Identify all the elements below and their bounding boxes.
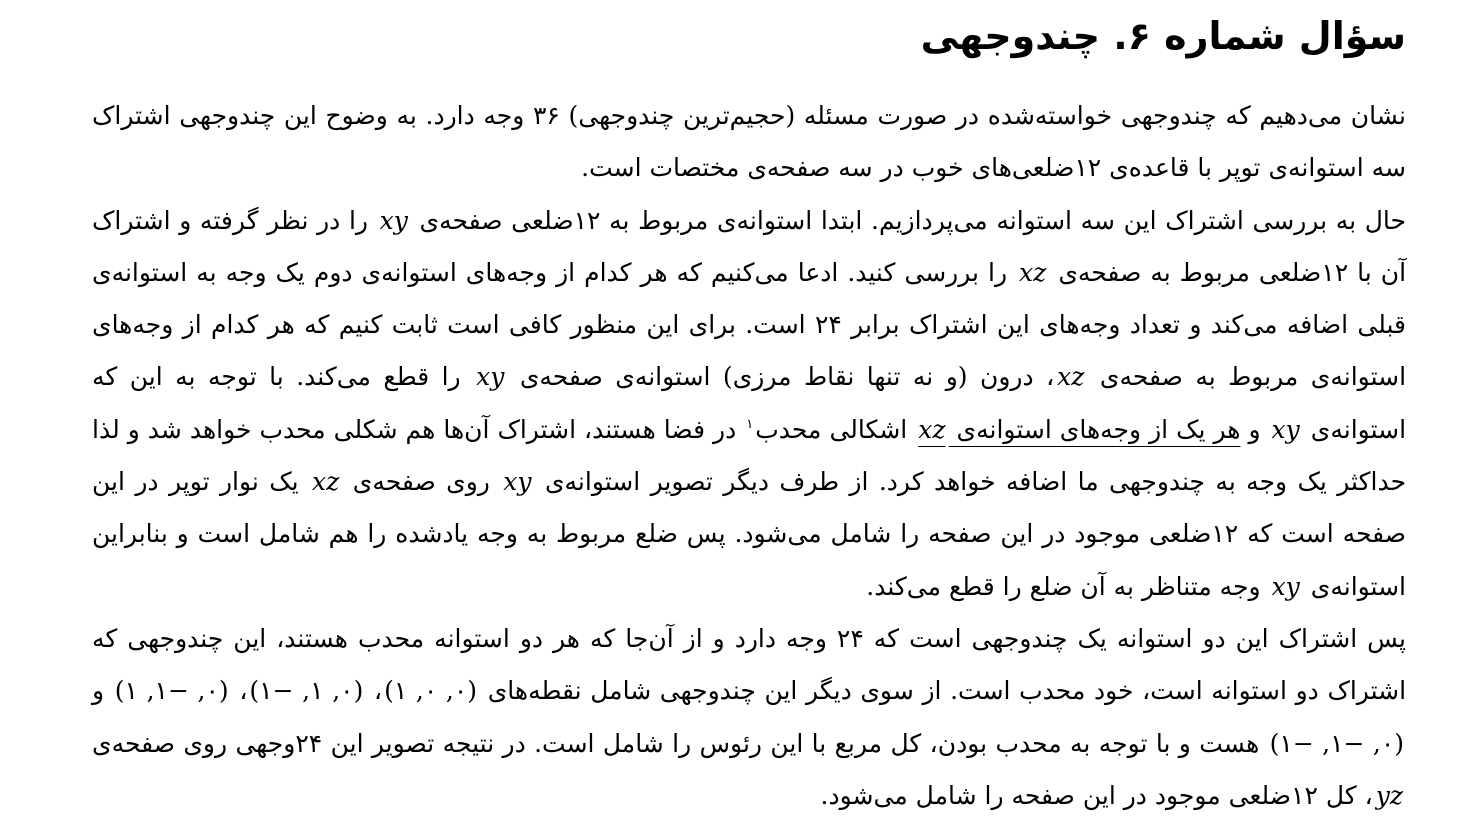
math-xz: xz <box>918 414 946 444</box>
underlined-text: هر یک از وجه‌های استوانه‌ی <box>956 414 1241 444</box>
math-point: (۱− ,۱ ,۰) <box>249 676 364 706</box>
math-point: (۱ ,۰ ,۰) <box>384 676 478 706</box>
document-body <box>92 90 1406 822</box>
p2-text-5: را قطع می‌کند. با توجه به این که استوانه‌ی <box>92 362 1407 444</box>
underlined-phrase <box>915 415 1240 444</box>
p2-text-7: اشکالی محدب <box>755 414 908 444</box>
p2-text-2: را در نظر گرفته و اشتراک آن با ۱۲ضلعی مربوط به صفحه‌ی <box>92 205 1407 287</box>
math-xy: xy <box>1271 571 1300 601</box>
p3-text-1: پس اشتراک این دو استوانه یک چندوجهی است که ۲۴ وجه دارد و از آن‌جا که هر دو استوانه محدب هستند، این چندوجهی که اشتراک دو استوانه است، خود محدب است. از سوی دیگر این چندوجهی شامل نقطه‌های <box>92 623 1407 706</box>
p3-text-4: و <box>92 676 105 706</box>
math-yz: yz <box>1375 780 1403 810</box>
p2-text-6: و <box>1248 414 1261 444</box>
p2-text-1: حال به بررسی اشتراک این سه استوانه می‌پردازیم. ابتدا استوانه‌ی مربوط به ۱۲ضلعی صفحه‌ی <box>419 205 1406 235</box>
p3-text-3: ، <box>239 676 248 706</box>
math-point: (۱ ,۱− ,۰) <box>114 676 229 706</box>
p2-text-4: ، درون (و نه تنها نقاط مرزی) استوانه‌ی صفحه‌ی <box>519 362 1055 392</box>
p2-text-9: روی صفحه‌ی <box>352 467 490 497</box>
p2-text-10: یک نوار توپر در این صفحه است که ۱۲ضلعی موجود در این صفحه را شامل می‌شود. پس ضلع مربوط به وجه یادشده را هم شامل است و بنابراین استوانه‌ی <box>92 467 1406 601</box>
document-page <box>92 0 1406 829</box>
p3-text-5: هست و با توجه به محدب بودن، کل مربع با این رئوس را شامل است. در نتیجه تصویر این ۲۴وجهی روی صفحه‌ی <box>92 728 1260 758</box>
p2-text-3: را بررسی کنید. ادعا می‌کنیم که هر کدام از وجه‌های استوانه‌ی دوم یک وجه به استوانه‌ی قبلی اضافه می‌کند و تعداد وجه‌های این اشتراک برابر ۲۴ است. برای این منظور کافی است ثابت کنیم که هر کدام از وجه‌های استوانه‌ی مربوط به صفحه‌ی <box>92 257 1407 392</box>
paragraph-1 <box>92 90 1406 195</box>
paragraph-2 <box>92 195 1406 613</box>
math-xz: xz <box>1019 257 1047 287</box>
math-xy: xy <box>503 467 532 497</box>
p2-text-11: وجه متناظر به آن ضلع را قطع می‌کند. <box>866 571 1261 601</box>
math-xy: xy <box>379 205 408 235</box>
p3-text-2: ، <box>374 676 383 706</box>
math-point: (۱− ,۱− ,۰) <box>1269 728 1404 758</box>
p3-text-6: ، کل ۱۲ضلعی موجود در این صفحه را شامل می‌شود. <box>820 780 1373 810</box>
section-title: سؤال شماره ۶. چندوجهی <box>920 14 1406 58</box>
p1-text: نشان می‌دهیم که چندوجهی خواسته‌شده در صورت مسئله (حجیم‌ترین چندوجهی) ۳۶ وجه دارد. به وضوح این چندوجهی اشتراک سه استوانه‌ی توپر با قاعده‌ی ۱۲ضلعی‌های خوب در سه صفحه‌ی مختصات است. <box>92 101 1407 183</box>
footnote-marker[interactable]: ۱ <box>746 417 754 433</box>
math-xz: xz <box>1057 362 1085 392</box>
math-xy: xy <box>476 362 505 392</box>
math-xz: xz <box>312 467 340 497</box>
p2-text-8: در فضا هستند، اشتراک آن‌ها هم شکلی محدب خواهد شد و لذا حداکثر یک وجه به چندوجهی ما اضافه خواهد کرد. از طرف دیگر تصویر استوانه‌ی <box>92 414 1407 497</box>
math-xy: xy <box>1271 414 1300 444</box>
paragraph-3 <box>92 613 1406 822</box>
